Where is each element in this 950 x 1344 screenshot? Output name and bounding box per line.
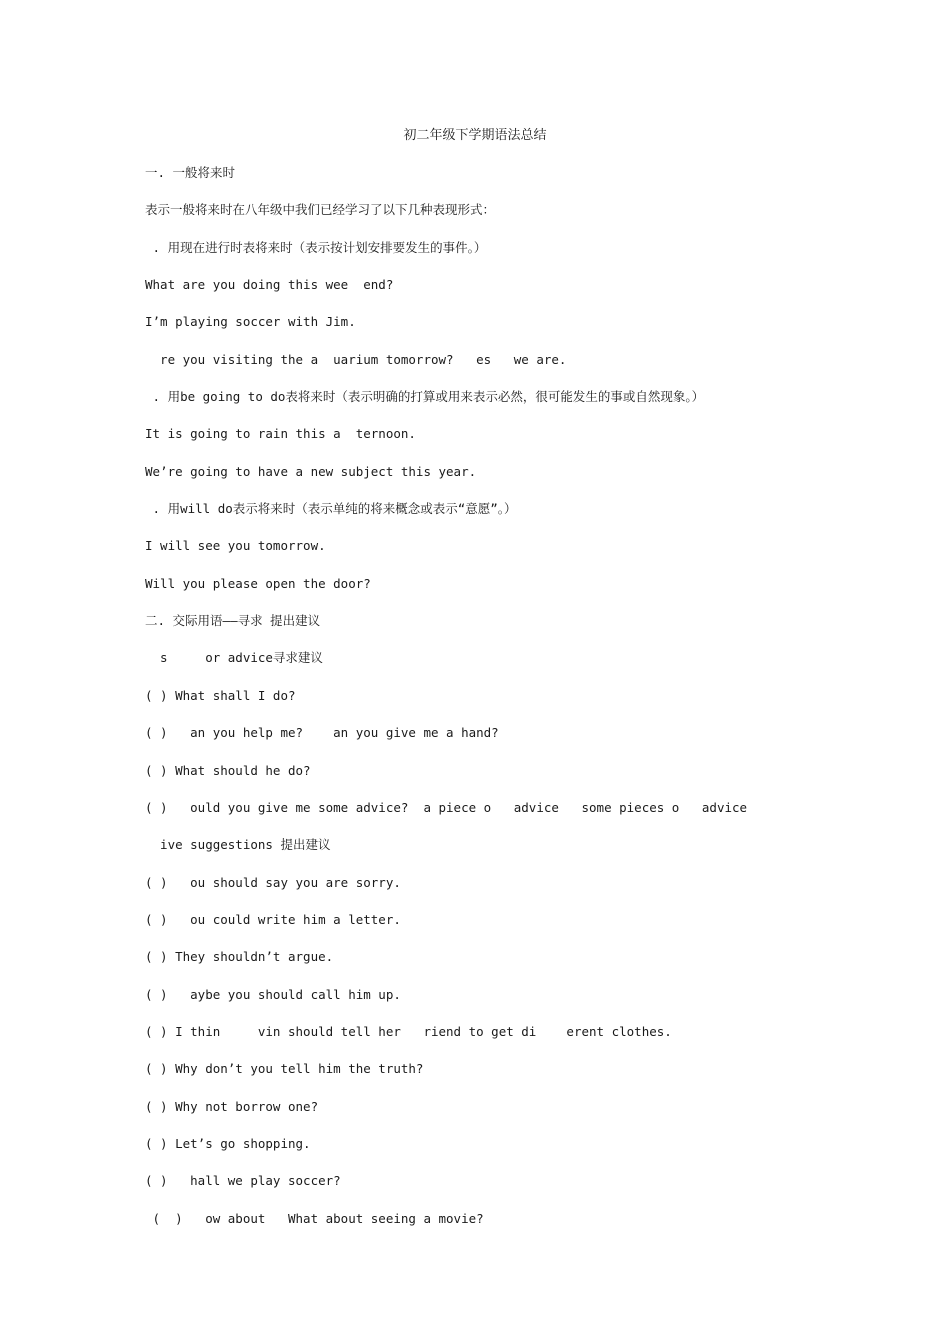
list-item: ( ) ould you give me some advice? a piece o advice some pieces o advice (145, 799, 748, 815)
document-title: 初二年级下学期语法总结 (403, 128, 547, 143)
list-item: ( ) Why not borrow one? (145, 1098, 319, 1114)
example-line: re you visiting the a uarium tomorrow? es we are. (145, 351, 567, 367)
list-item: ( ) an you help me? an you give me a hand? (145, 725, 499, 741)
subheading-give-suggestions: ive suggestions 提出建议 (145, 837, 331, 853)
list-item: ( ) ou should say you are sorry. (145, 874, 401, 890)
subheading-ask-for-advice: s or advice寻求建议 (145, 650, 323, 666)
example-line: What are you doing this wee end? (145, 277, 394, 293)
section-heading-communication: 二. 交际用语——寻求 提出建议 (145, 613, 321, 629)
list-item: ( ) They shouldn’t argue. (145, 949, 334, 965)
list-item: ( ) hall we play soccer? (145, 1173, 341, 1189)
example-line: Will you please open the door? (145, 575, 371, 591)
example-line: I will see you tomorrow. (145, 538, 326, 554)
document-body (145, 164, 905, 1247)
example-line: I’m playing soccer with Jim. (145, 314, 356, 330)
section-heading-future-tense: 一. 一般将来时 (145, 165, 236, 180)
example-line: It is going to rain this a ternoon. (145, 426, 416, 442)
list-item: ( ) I thin vin should tell her riend to get di erent clothes. (145, 1023, 672, 1039)
text-line: 表示一般将来时在八年级中我们已经学习了以下几种表现形式： (145, 202, 496, 218)
list-item: ( ) What shall I do? (145, 687, 296, 703)
list-item: ( ) ow about What about seeing a movie? (145, 1210, 484, 1226)
list-item: ( ) Let’s go shopping. (145, 1135, 311, 1151)
list-item: ( ) ou could write him a letter. (145, 911, 401, 927)
list-item: ( ) Why don’t you tell him the truth? (145, 1061, 424, 1077)
rule-line: . 用现在进行时表将来时（表示按计划安排要发生的事件。） (145, 239, 487, 255)
list-item: ( ) What should he do? (145, 762, 311, 778)
example-line: We’re going to have a new subject this year. (145, 463, 477, 479)
rule-line: . 用will do表示将来时（表示单纯的将来概念或表示“意愿”。） (145, 501, 517, 517)
rule-line: . 用be going to do表将来时（表示明确的打算或用来表示必然，很可能发生的事或自然现象。） (145, 389, 705, 405)
list-item: ( ) aybe you should call him up. (145, 986, 401, 1002)
